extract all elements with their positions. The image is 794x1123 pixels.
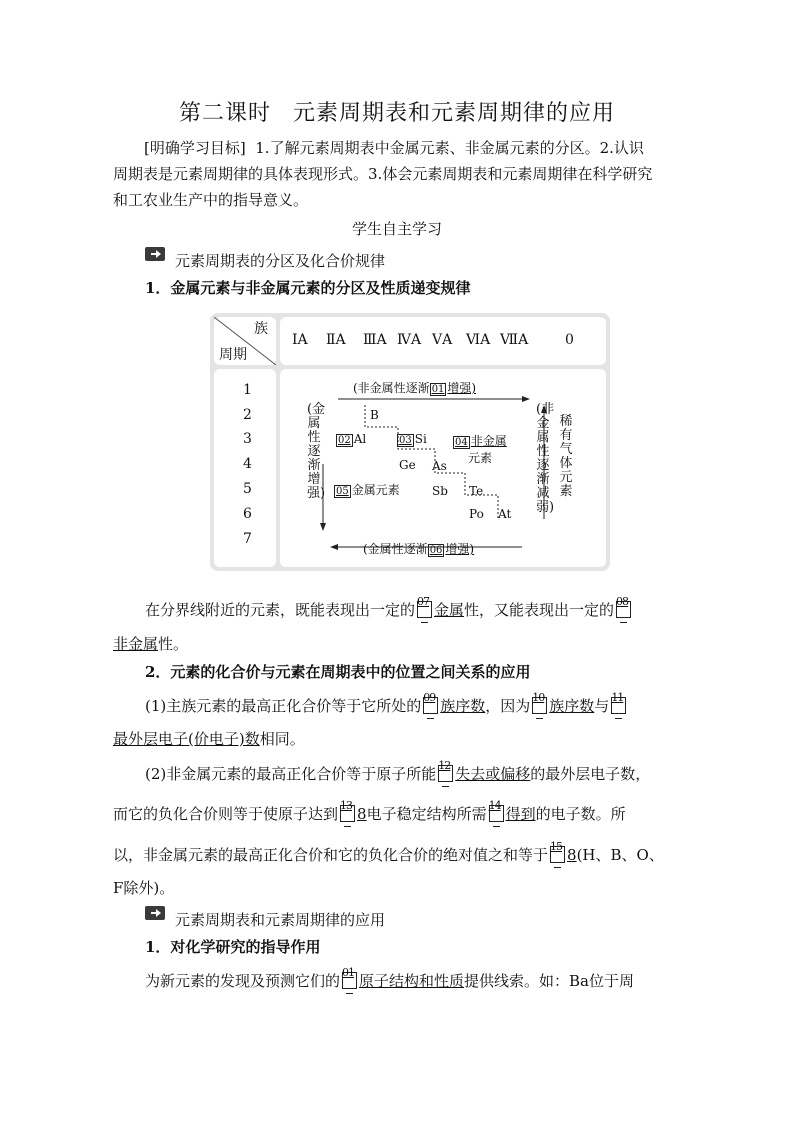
rule1-line-2: 最外层电子(价电子)数相同。 xyxy=(113,730,305,748)
nonmetal-zone: 04 非金属 xyxy=(455,434,507,448)
answer-box[interactable]: 01 xyxy=(342,972,357,989)
answer-box[interactable]: 15 xyxy=(550,846,565,863)
group-1a: ⅠA xyxy=(292,332,308,348)
periodic-zone-table xyxy=(210,313,610,571)
rule2-line-2: 而它的负化合价则等于使原子达到 13 8电子稳定结构所需 14 得到的电子数。所 xyxy=(113,802,626,826)
period-6: 6 xyxy=(243,506,252,522)
element-b: B xyxy=(370,408,379,422)
right-vertical-label: (非金属性逐渐减弱) xyxy=(536,402,555,515)
group-3a: ⅢA xyxy=(363,332,387,348)
answer-box[interactable]: 09 xyxy=(423,697,438,714)
part1-sub2: 2．元素的化合价与元素在周期表中的位置之间关系的应用 xyxy=(145,663,531,681)
section-arrow-icon xyxy=(145,906,165,920)
answer-box[interactable]: 13 xyxy=(340,805,355,822)
group-0: 0 xyxy=(565,332,574,348)
element-as: As xyxy=(432,459,447,473)
period-4: 4 xyxy=(243,456,252,472)
rule1-line-1: (1)主族元素的最高正化合价等于它所处的 09 族序数，因为 10 族序数与 11 xyxy=(145,694,628,718)
rule2-line-1: (2)非金属元素的最高正化合价等于原子所能 12 失去或偏移的最外层电子数， xyxy=(145,762,650,786)
left-vertical-label: (金属性逐渐增强) xyxy=(307,402,326,501)
period-2: 2 xyxy=(243,407,252,423)
part2-paragraph: 为新元素的发现及预测它们的 01 原子结构和性质提供线索。如：Ba位于周 xyxy=(145,969,634,993)
period-7: 7 xyxy=(243,531,252,547)
boundary-line-1: 在分界线附近的元素，既能表现出一定的 07 金属性，又能表现出一定的 08 xyxy=(145,598,633,622)
answer-box[interactable]: 08 xyxy=(616,601,631,618)
rule2-line-3: 以，非金属元素的最高正化合价和它的负化合价的绝对值之和等于 15 8(H、B、O、 xyxy=(113,843,664,867)
part2-heading: 元素周期表和元素周期律的应用 xyxy=(175,911,386,929)
answer-box[interactable]: 10 xyxy=(532,697,547,714)
element-ge: Ge xyxy=(399,458,416,472)
objectives-label: [明确学习目标] xyxy=(144,139,246,157)
part1-sub1: 1．金属元素与非金属元素的分区及性质递变规律 xyxy=(145,279,471,297)
period-5: 5 xyxy=(243,481,252,497)
answer-box[interactable]: 11 xyxy=(611,697,626,714)
objectives-line-2: 周期表是元素周期律的具体表现形式。3.体会元素周期表和元素周期律在科学研究 xyxy=(113,165,653,183)
period-1: 1 xyxy=(243,382,252,398)
top-arrow-label: (非金属性逐渐 01 增强) xyxy=(353,381,477,395)
corner-period-label: 周期 xyxy=(219,347,247,363)
part2-sub1: 1．对化学研究的指导作用 xyxy=(145,938,321,956)
group-2a: ⅡA xyxy=(326,332,346,348)
group-4a: ⅣA xyxy=(397,332,422,348)
answer-box[interactable]: 14 xyxy=(489,805,504,822)
bottom-arrow-label: (金属性逐渐 06 增强) xyxy=(363,542,475,556)
nonmetal-zone-2: 元素 xyxy=(468,451,493,465)
boundary-line-2: 非金属性。 xyxy=(113,635,189,653)
element-al: 02 Al xyxy=(338,432,367,446)
part1-heading: 元素周期表的分区及化合价规律 xyxy=(175,252,386,270)
section-arrow-icon xyxy=(145,247,165,261)
group-6a: ⅥA xyxy=(466,332,491,348)
element-sb: Sb xyxy=(432,484,448,498)
rule2-line-4: F除外)。 xyxy=(113,879,175,897)
corner-group-label: 族 xyxy=(254,321,268,337)
page-title: 第二课时 元素周期表和元素周期律的应用 xyxy=(178,101,616,126)
element-at: At xyxy=(498,507,512,521)
group-7a: ⅦA xyxy=(500,332,529,348)
element-po: Po xyxy=(469,507,484,521)
objectives-line-1: [明确学习目标] 1.了解元素周期表中金属元素、非金属元素的分区。2.认识 xyxy=(144,139,644,157)
element-si: 03 Si xyxy=(399,432,427,446)
period-3: 3 xyxy=(243,431,252,447)
noble-gas-label: 稀有气体元素 xyxy=(559,414,573,499)
element-te: Te xyxy=(469,484,484,498)
objectives-line-3: 和工农业生产中的指导意义。 xyxy=(113,191,309,209)
metal-zone: 05 金属元素 xyxy=(336,483,400,497)
answer-box[interactable]: 12 xyxy=(438,765,453,782)
group-5a: ⅤA xyxy=(432,332,453,348)
answer-box[interactable]: 07 xyxy=(417,601,432,618)
section-title: 学生自主学习 xyxy=(351,220,442,238)
